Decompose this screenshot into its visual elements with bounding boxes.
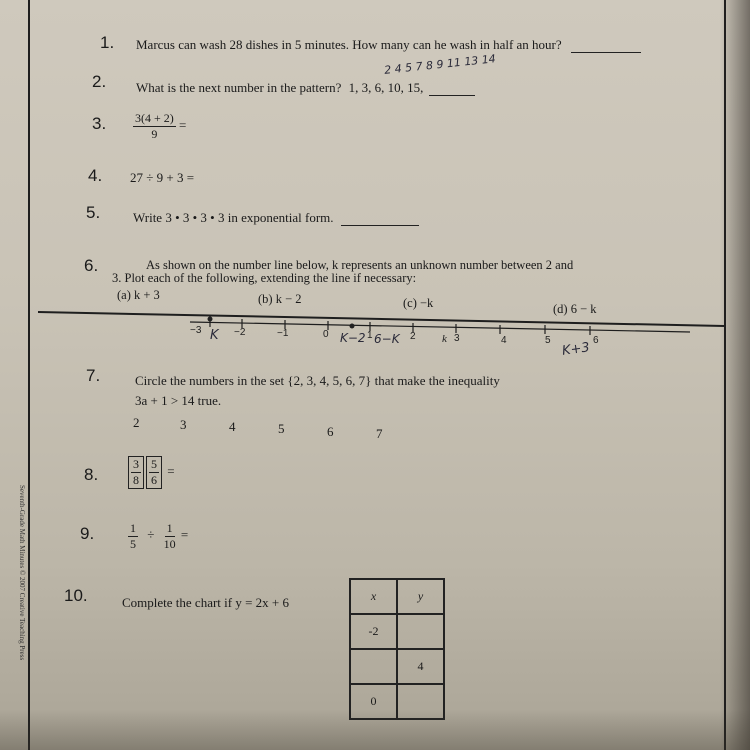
chart-cell-x[interactable]	[350, 649, 397, 684]
q3-number: 3.	[92, 114, 107, 133]
point-k-minus-2	[350, 324, 355, 329]
q8-f2-num: 5	[151, 457, 157, 471]
q4-number: 4.	[88, 166, 103, 185]
q9-f2-num: 1	[166, 521, 173, 535]
tick-label-neg2: −2	[234, 327, 246, 338]
sidebar-credit: Seventh-Grade Math Minutes © 2007 Creative Teaching Press	[18, 485, 26, 661]
k-label: k	[442, 333, 447, 345]
q6-number: 6.	[84, 256, 99, 275]
chart-header-row	[350, 579, 444, 614]
q3-denominator: 9	[151, 127, 158, 141]
q8-fraction-1	[131, 457, 141, 488]
q2-number: 2.	[92, 72, 107, 91]
q1-text	[136, 37, 641, 53]
q9-f2-den: 10	[163, 537, 176, 551]
handwriting-k-minus-2: K−2	[340, 331, 366, 345]
q7-option-7[interactable]: 7	[376, 426, 383, 441]
handwriting-neg-k: K	[210, 328, 219, 343]
q2-question: What is the next number in the pattern?	[136, 80, 342, 95]
point-neg-k	[208, 317, 213, 322]
tick-label-3: 3	[454, 333, 460, 344]
chart-header-y: y	[397, 579, 444, 614]
q5-answer-blank[interactable]	[341, 225, 419, 226]
q2-handwriting: 2 4 5 7 8 9 11 13 14	[383, 52, 497, 77]
q1-answer-blank[interactable]	[571, 52, 641, 53]
chart-header-x: x	[350, 579, 397, 614]
tick-label-neg1: −1	[277, 328, 289, 339]
q2-pattern: 1, 3, 6, 10, 15,	[348, 80, 424, 95]
tick-label-1: 1	[367, 330, 373, 341]
q6-part-b: (b) k − 2	[258, 292, 302, 306]
handwriting-6-minus-k: 6−K	[374, 332, 400, 346]
q8-bracket-1	[128, 456, 144, 489]
chart-cell-y[interactable]	[397, 614, 444, 649]
q3-numerator: 3(4 + 2)	[135, 111, 174, 125]
q4-text: 27 ÷ 9 + 3 =	[130, 170, 195, 185]
q7-line2: 3a + 1 > 14 true.	[135, 393, 222, 408]
chart-row	[350, 614, 444, 649]
chart-row	[350, 649, 444, 684]
q1-question: Marcus can wash 28 dishes in 5 minutes. How many can he wash in half an hour?	[136, 37, 562, 52]
q6-part-d: (d) 6 − k	[553, 302, 597, 316]
q8-f1-den: 8	[133, 473, 139, 487]
q3-expression	[133, 111, 186, 142]
q7-option-3[interactable]: 3	[180, 417, 187, 432]
xy-chart-table	[349, 578, 445, 720]
q5-text	[133, 210, 419, 226]
q8-f2-den: 6	[151, 473, 157, 487]
q9-fraction-1	[128, 521, 138, 552]
q8-bracket-2	[146, 456, 162, 489]
chart-cell-x[interactable]: -2	[350, 614, 397, 649]
page-shadow-bottom	[0, 710, 750, 750]
q10-number: 10.	[64, 586, 88, 605]
q9-number: 9.	[80, 524, 95, 543]
q9-op: ÷	[147, 527, 155, 543]
tick-label-neg3: −3	[190, 325, 202, 336]
q7-number: 7.	[86, 366, 101, 385]
q1-number: 1.	[100, 33, 115, 52]
q10-text: Complete the chart if y = 2x + 6	[122, 595, 290, 610]
q6-part-a: (a) k + 3	[117, 288, 160, 302]
q9-equals: =	[180, 527, 189, 543]
tick-label-4: 4	[501, 335, 507, 346]
q3-fraction	[133, 111, 176, 142]
tick-label-6: 6	[593, 335, 599, 346]
q8-number: 8.	[84, 465, 99, 484]
q7-option-5[interactable]: 5	[278, 421, 285, 436]
q3-equals: =	[179, 117, 187, 133]
q9-expression	[128, 521, 188, 552]
q7-line1: Circle the numbers in the set {2, 3, 4, 5, 6, 7} that make the inequality	[135, 373, 500, 388]
q8-fraction-2	[149, 457, 159, 488]
q9-f1-num: 1	[130, 521, 136, 535]
q8-equals: =	[167, 463, 175, 479]
q8-f1-num: 3	[133, 457, 139, 471]
q9-f1-den: 5	[130, 537, 136, 551]
margin-line-left	[28, 0, 30, 750]
q9-fraction-2	[164, 521, 176, 552]
q5-number: 5.	[86, 203, 101, 222]
q7-option-6[interactable]: 6	[327, 424, 334, 439]
q6-part-c: (c) −k	[403, 296, 434, 310]
chart-cell-x[interactable]: 0	[350, 684, 397, 719]
q6-line2: 3. Plot each of the following, extending the line if necessary:	[112, 271, 417, 285]
page-shadow-right	[720, 0, 750, 750]
q2-text	[136, 80, 475, 96]
chart-cell-y[interactable]: 4	[397, 649, 444, 684]
tick-label-2: 2	[410, 331, 416, 342]
q7-option-2[interactable]: 2	[133, 415, 140, 430]
q6-line1: As shown on the number line below, k represents an unknown number between 2 and	[146, 258, 574, 272]
tick-label-0: 0	[323, 329, 329, 340]
q8-expression	[128, 456, 175, 489]
handwriting-k-plus-3: K+3	[561, 340, 591, 359]
q5-question: Write 3 • 3 • 3 • 3 in exponential form.	[133, 210, 334, 225]
q2-answer-blank[interactable]	[429, 95, 475, 96]
q7-option-4[interactable]: 4	[229, 419, 236, 434]
tick-label-5: 5	[545, 335, 551, 346]
